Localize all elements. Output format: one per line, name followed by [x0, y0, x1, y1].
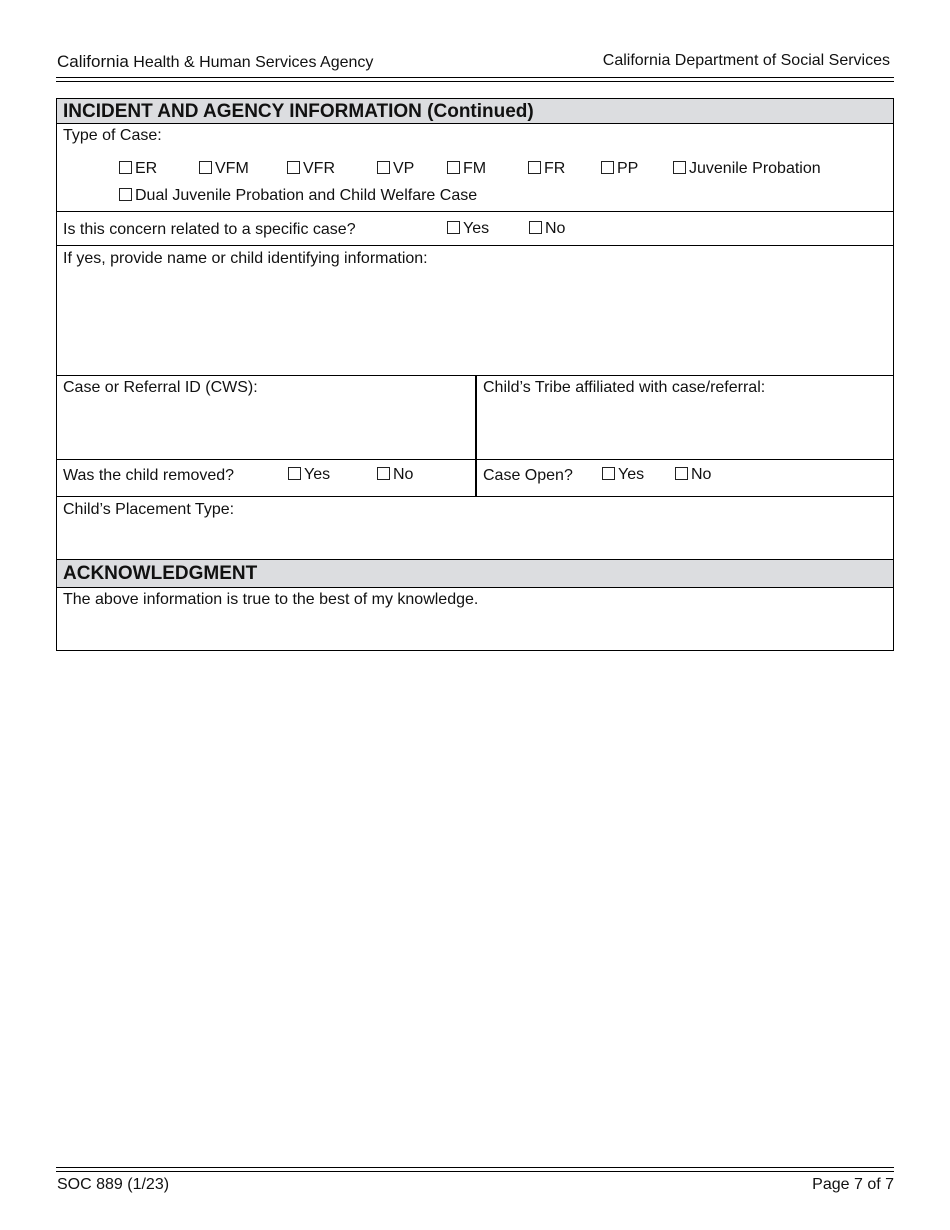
form-table: [56, 98, 894, 651]
acknowledgment-section-title: ACKNOWLEDGMENT: [57, 560, 893, 588]
case-type-vp[interactable]: VP: [377, 160, 414, 178]
checkbox[interactable]: [673, 161, 686, 174]
incident-section-title: INCIDENT AND AGENCY INFORMATION (Continued): [57, 99, 893, 124]
checkbox[interactable]: [199, 161, 212, 174]
footer-rule: [56, 1167, 894, 1172]
case-type-er[interactable]: ER: [119, 160, 157, 178]
case-type-vfm[interactable]: VFM: [199, 160, 249, 178]
acknowledgment-statement: The above information is true to the best of my knowledge.: [63, 591, 479, 608]
specific-case-no[interactable]: No: [529, 220, 565, 238]
specific-case-row: [57, 212, 893, 246]
identifying-info-field[interactable]: [57, 246, 893, 376]
case-open-no[interactable]: No: [675, 466, 711, 484]
agency-rest: Health & Human Services Agency: [133, 54, 374, 71]
checkbox[interactable]: [447, 221, 460, 234]
checkbox[interactable]: [601, 161, 614, 174]
placement-type-field[interactable]: [57, 497, 893, 560]
child-removed-question: Was the child removed?: [63, 467, 235, 484]
checkbox[interactable]: [119, 188, 132, 201]
identifying-info-label: If yes, provide name or child identifying information:: [63, 250, 428, 267]
case-open-question: Case Open?: [483, 467, 573, 484]
tribe-label: Child’s Tribe affiliated with case/referral:: [483, 379, 766, 396]
tribe-field[interactable]: [477, 376, 893, 459]
type-of-case-label: Type of Case:: [63, 127, 162, 144]
case-type-fr[interactable]: FR: [528, 160, 565, 178]
checkbox[interactable]: [602, 467, 615, 480]
type-of-case-row: [57, 124, 893, 212]
checkbox[interactable]: [287, 161, 300, 174]
checkbox[interactable]: [528, 161, 541, 174]
case-type-juvenile-probation[interactable]: Juvenile Probation: [673, 160, 821, 178]
child-removed-cell: [57, 460, 477, 496]
removed-open-row: [57, 460, 893, 497]
checkbox[interactable]: [288, 467, 301, 480]
child-removed-yes[interactable]: Yes: [288, 466, 330, 484]
case-id-label: Case or Referral ID (CWS):: [63, 379, 258, 396]
checkbox[interactable]: [119, 161, 132, 174]
agency-lead: California: [57, 52, 129, 71]
header-agency: [57, 52, 373, 72]
specific-case-yes[interactable]: Yes: [447, 220, 489, 238]
case-type-vfr[interactable]: VFR: [287, 160, 335, 178]
checkbox[interactable]: [675, 467, 688, 480]
checkbox[interactable]: [377, 161, 390, 174]
header-department: California Department of Social Services: [602, 52, 890, 69]
acknowledgment-row: [57, 588, 893, 650]
case-type-pp[interactable]: PP: [601, 160, 638, 178]
checkbox[interactable]: [447, 161, 460, 174]
page-number: Page 7 of 7: [812, 1176, 894, 1193]
checkbox[interactable]: [529, 221, 542, 234]
case-type-fm[interactable]: FM: [447, 160, 486, 178]
case-id-tribe-row: [57, 376, 893, 460]
case-type-dual[interactable]: Dual Juvenile Probation and Child Welfare Case: [119, 187, 477, 205]
placement-type-label: Child’s Placement Type:: [63, 501, 235, 518]
header-rule: [56, 77, 894, 82]
case-open-yes[interactable]: Yes: [602, 466, 644, 484]
checkbox[interactable]: [377, 467, 390, 480]
specific-case-question: Is this concern related to a specific case?: [63, 221, 356, 238]
case-open-cell: [477, 460, 893, 496]
case-id-field[interactable]: [57, 376, 477, 459]
form-id: SOC 889 (1/23): [57, 1176, 170, 1193]
child-removed-no[interactable]: No: [377, 466, 413, 484]
